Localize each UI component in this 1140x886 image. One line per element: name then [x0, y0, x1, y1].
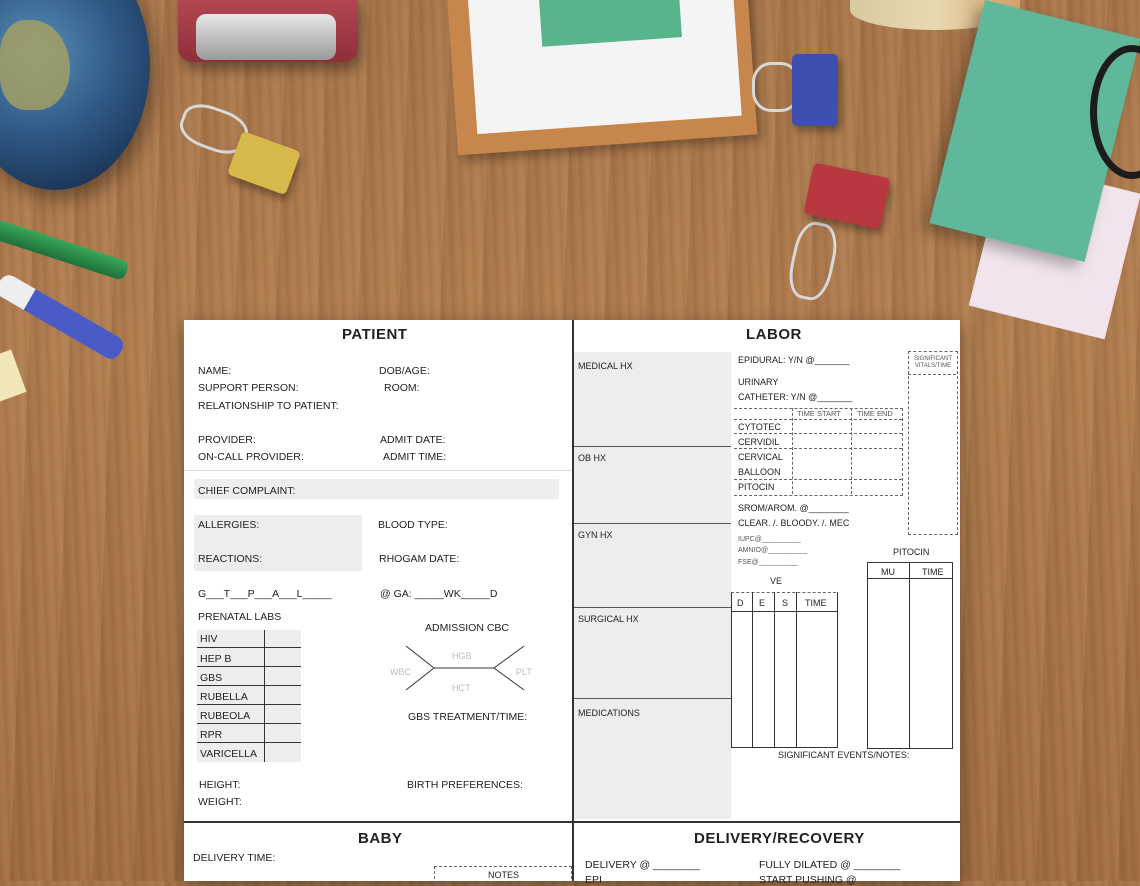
- med-cervical: CERVICAL: [738, 452, 783, 462]
- meds-row-line: [734, 419, 902, 420]
- gyn-hx-label: GYN HX: [578, 530, 613, 540]
- ve-d-header: D: [737, 598, 744, 608]
- ve-col-divider: [752, 592, 753, 747]
- medications-label: MEDICATIONS: [578, 708, 640, 718]
- delivery-recovery-header: DELIVERY/RECOVERY: [694, 830, 865, 847]
- blue-binder-clip: [792, 54, 838, 126]
- lab-rubella: RUBELLA: [200, 691, 248, 703]
- lab-rubeola: RUBEOLA: [200, 710, 251, 722]
- fully-dilated-field: FULLY DILATED @ ________: [759, 859, 901, 871]
- catheter-field: CATHETER: Y/N @_______: [738, 392, 853, 402]
- delivery-time-label: DELIVERY TIME:: [193, 852, 276, 864]
- admit-time-label: ADMIT TIME:: [383, 451, 447, 463]
- ve-time-header: TIME: [805, 598, 827, 608]
- height-label: HEIGHT:: [199, 779, 241, 791]
- ve-top-line: [731, 592, 836, 594]
- sticky-note: [0, 350, 26, 406]
- epi-field: EPI: [585, 874, 602, 886]
- patient-header: PATIENT: [342, 326, 408, 343]
- med-balloon: BALLOON: [738, 467, 781, 477]
- meds-row-line: [734, 479, 902, 480]
- significant-events-label: SIGNIFICANT EVENTS/NOTES:: [778, 750, 910, 760]
- epidural-field: EPIDURAL: Y/N @_______: [738, 355, 850, 365]
- delivery-at-field: DELIVERY @ ________: [585, 859, 700, 871]
- nursing-report-sheet: [184, 320, 960, 886]
- weight-label: WEIGHT:: [198, 796, 242, 808]
- admit-date-label: ADMIT DATE:: [380, 434, 446, 446]
- meds-col-divider: [792, 408, 793, 494]
- cbc-hct: HCT: [452, 683, 471, 693]
- lab-row-line: [197, 647, 301, 648]
- tape-dispenser-metal: [196, 14, 336, 60]
- baby-notes-label: NOTES: [488, 870, 520, 880]
- pitocin-time-header: TIME: [922, 567, 944, 577]
- lab-row-line: [197, 685, 301, 686]
- history-column: [574, 352, 731, 819]
- chief-complaint-label: CHIEF COMPLAINT:: [198, 485, 296, 497]
- support-person-label: SUPPORT PERSON:: [198, 382, 299, 394]
- ve-col-divider: [796, 592, 797, 747]
- lab-row-line: [197, 742, 301, 743]
- gtpal-field: G___T___P___A___L_____: [198, 588, 332, 600]
- med-pitocin: PITOCIN: [738, 482, 775, 492]
- ve-header-line: [731, 611, 837, 612]
- dob-age-label: DOB/AGE:: [379, 365, 430, 377]
- patient-divider: [184, 470, 572, 471]
- hx-divider: [574, 446, 731, 447]
- meds-row-line: [734, 433, 902, 434]
- ve-e-header: E: [759, 598, 766, 608]
- cbc-hgb: HGB: [452, 651, 472, 661]
- hx-divider: [574, 607, 731, 608]
- ve-table: [731, 592, 838, 748]
- cbc-wbc: WBC: [390, 667, 411, 677]
- med-cervidil: CERVIDIL: [738, 437, 780, 447]
- relationship-label: RELATIONSHIP TO PATIENT:: [198, 400, 339, 412]
- ve-col-divider: [774, 592, 775, 747]
- prenatal-labs-label: PRENATAL LABS: [198, 611, 282, 623]
- meds-row-line: [734, 448, 902, 449]
- green-marker: [0, 219, 130, 281]
- bottom-divider: [184, 821, 960, 823]
- time-start-header: TIME START: [797, 409, 841, 418]
- binder-clip-wire: [784, 218, 841, 303]
- vitals-header-line: [908, 374, 956, 375]
- name-label: NAME:: [198, 365, 232, 377]
- rhogam-date-label: RHOGAM DATE:: [379, 553, 460, 565]
- lab-rpr: RPR: [200, 729, 223, 741]
- lab-row-line: [197, 704, 301, 705]
- srom-arom-field: SROM/AROM. @________: [738, 503, 849, 513]
- fluid-color-field: CLEAR. /. BLOODY. /. MEC: [738, 518, 850, 528]
- pitocin-header-line: [867, 578, 952, 579]
- significant-vitals-box: [908, 351, 958, 535]
- pitocin-label: PITOCIN: [893, 547, 930, 557]
- cbc-plt: PLT: [516, 667, 532, 677]
- hx-divider: [574, 523, 731, 524]
- lab-row-line: [197, 723, 301, 724]
- labor-header: LABOR: [746, 326, 802, 343]
- lab-hep-b: HEP B: [200, 653, 232, 665]
- time-end-header: TIME END: [857, 409, 893, 418]
- surgical-hx-label: SURGICAL HX: [578, 614, 639, 624]
- yellow-binder-clip: [227, 131, 301, 195]
- significant-vitals-label: SIGNIFICANT VITALS/TIME: [913, 356, 952, 369]
- fse-field: FSE@__________: [738, 559, 798, 566]
- allergies-label: ALLERGIES:: [198, 519, 260, 531]
- lab-row-line: [197, 666, 301, 667]
- blue-marker: [0, 272, 127, 363]
- meds-col-divider: [851, 408, 852, 494]
- admission-cbc-label: ADMISSION CBC: [425, 622, 510, 634]
- start-pushing-field: START PUSHING @: [759, 874, 857, 886]
- gbs-treatment-label: GBS TREATMENT/TIME:: [408, 711, 528, 723]
- lab-gbs: GBS: [200, 672, 223, 684]
- provider-label: PROVIDER:: [198, 434, 256, 446]
- iupc-field: IUPC@__________: [738, 536, 801, 543]
- on-call-provider-label: ON-CALL PROVIDER:: [198, 451, 304, 463]
- birth-preferences-label: BIRTH PREFERENCES:: [407, 779, 523, 791]
- ve-s-header: S: [782, 598, 789, 608]
- hx-divider: [574, 698, 731, 699]
- med-cytotec: CYTOTEC: [738, 422, 781, 432]
- reactions-label: REACTIONS:: [198, 553, 263, 565]
- blood-type-label: BLOOD TYPE:: [378, 519, 448, 531]
- red-binder-clip: [803, 162, 890, 229]
- pitocin-mu-header: MU: [881, 567, 895, 577]
- lab-hiv: HIV: [200, 633, 218, 645]
- urinary-label: URINARY: [738, 377, 779, 387]
- amnio-field: AMNIO@__________: [738, 547, 807, 554]
- ve-label: VE: [770, 576, 783, 586]
- baby-header: BABY: [358, 830, 403, 847]
- pitocin-table: [867, 562, 953, 749]
- pitocin-col-divider: [909, 562, 910, 748]
- medical-hx-label: MEDICAL HX: [578, 361, 633, 371]
- ob-hx-label: OB HX: [578, 453, 607, 463]
- room-label: ROOM:: [384, 382, 420, 394]
- lab-varicella: VARICELLA: [200, 748, 257, 760]
- gestational-age-field: @ GA: _____WK_____D: [380, 588, 498, 600]
